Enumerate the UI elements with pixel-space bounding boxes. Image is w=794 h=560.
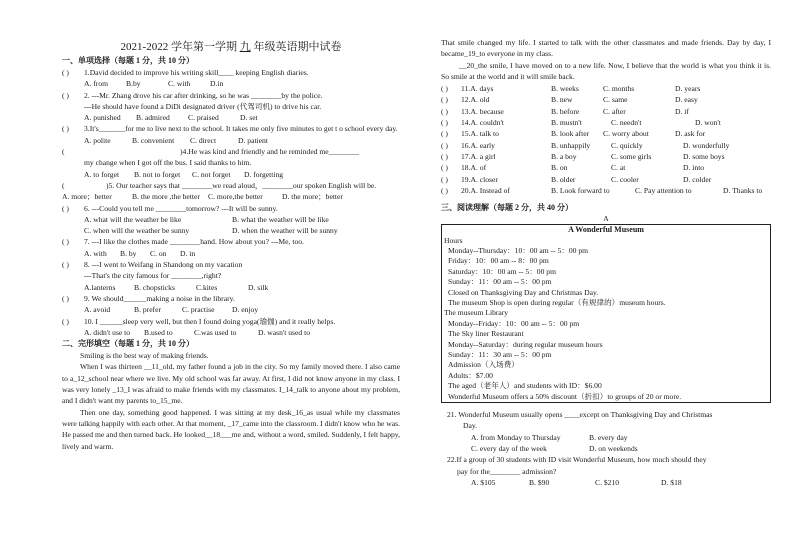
question-4: ( ) 4.He was kind and friendly and he reminded me________ <box>62 147 360 157</box>
cloze-option-13: ( ) 13.A. because B. before C. after D. if <box>441 106 689 116</box>
options-q8: A.lanterns B. chopsticks C.kites D. silk <box>84 282 269 292</box>
answer-blank[interactable]: ( ) <box>441 140 448 150</box>
options-q10: A. didn't use to B.used to C.was used to D. wasn't used to <box>84 327 310 337</box>
question-9: ( ) 9. We should______making a noise in the library. <box>62 293 235 303</box>
museum-title: A Wonderful Museum <box>568 225 644 235</box>
cloze-paragraph-2: When I was thirteen __11_old, my father found a job in the city. So my family moved there. I also came to a_12_school near where we live. My old school was far away. At first, I did not know anyone in my class. I was very lonely _13_I was afraid to make friends with my classmates. I_14_talk to anyone about my problem, and I didn't want my parents to_15_me. <box>62 362 400 406</box>
cloze-option-18: ( ) 18.A. of B. on C. at D. into <box>441 163 705 173</box>
answer-blank[interactable]: ( ) <box>441 151 448 161</box>
answer-blank[interactable]: ( ) <box>441 106 448 116</box>
answer-blank[interactable]: ( ) <box>441 129 448 139</box>
answer-blank[interactable]: ( <box>62 147 65 157</box>
answer-blank[interactable]: ( ) <box>62 68 69 77</box>
cloze-option-20: ( ) 20.A. Instead of B. Look forward to C. Pay attention to D. Thanks to <box>441 185 763 195</box>
grade-number: 九 <box>239 41 251 53</box>
right-column: That smile changed my life. I started to talk with the other classmates and made friends. Day by day, I became_19_to everyone in my class. __20_the smile, I have moved on to a new life. Now, I believe that the world is what you think it is. So smile at the world and it will smile back. ( ) 11.A. days B. weeks C. months D. years ( ) 12.A. old B. new C. same D. easy ( ) 13.A. because B. before C. after D. if ( ) 14.A. couldn't B. mustn't C. needn't D. won't ( ) 15.A. talk to B. look after C. worry about D. ask for ( ) 16.A. early B. unhappily C. quickly D. wonderfully ( ) 17.A. a girl B. a boy C. some girls D. some boys ( ) 18.A. of B. on C. at D. into ( ) 19.A. closer B. older C. cooler D. colder ( ) 20.A. Instead of B. Look forward to C. Pay attention to D. Thanks to 三、阅读理解（每题 2 分，共 40 分） A A Wonderful Museum Hours Monday--Thursday：10：00 am -- 5：00 pm Friday：10：00 am -- 8：00 pm Saturday：10：00 am -- 5：00 pm Sunday：11：00 am -- 5：00 pm Closed on Thanksgiving Day and Christmas Day. The museum Shop is open during regular（有规律的）museum hours. The museum Library Monday--Friday：10：00 am -- 5：00 pm The Sky liner Restaurant Monday--Saturday：during regular museum hours Sunday：11：30 am -- 5：00 pm Admission（入场费） Adults：$7.00 The aged（老年人）and students with ID：$6.00 Wonderful Museum offers a 50% discount（折扣）to groups of 20 or more. 21. Wonderful Museum usually opens ____except on Thanksgiving Day and Christmas Day. A. from Monday to Thursday B. every day C. every day of the week D. on weekends 22.If a group of 30 students with ID visit Wonderful Museum, how much should they pay for the________ admission? A. $105 B. $90 C. $210 D. $18 <box>441 38 771 487</box>
passage-letter: A <box>603 214 609 224</box>
options-q2: A. punished B. admired C. praised D. set <box>84 113 258 123</box>
question-10: ( ) 10. I ______sleep very well, but then I found doing yoga(瑜伽) and it really helps. <box>62 316 336 326</box>
answer-blank[interactable]: ( ) <box>62 124 69 134</box>
section-2-heading: 二、完形填空（每题 1 分，共 10 分） <box>62 339 194 349</box>
question-5: ( ) 5. Our teacher says that ________we read aloud，________our spoken English will be. <box>62 180 377 190</box>
answer-blank[interactable]: ( ) <box>441 84 448 94</box>
question-2: ( ) 2. ---Mr. Zhang drove his car after drinking, so he was ________by the police. <box>62 90 323 100</box>
cloze-option-15: ( ) 15.A. talk to B. look after C. worry about D. ask for <box>441 129 706 139</box>
page-title: 2021-2022 学年第一学期 九 年级英语期中试卷 <box>120 41 342 53</box>
answer-blank[interactable]: ( <box>62 180 65 190</box>
question-22: 22.If a group of 30 students with ID visit Wonderful Museum, how much should they <box>447 455 707 465</box>
question-6: ( ) 6. ---Could you tell me ________tomorrow? ---It will be sunny. <box>62 203 278 213</box>
question-8: ( ) 8. ---I went to Weifang in Shandong on my vacation <box>62 260 243 270</box>
cloze-option-16: ( ) 16.A. early B. unhappily C. quickly D. wonderfully <box>441 140 730 150</box>
options-q4: A. to forget B. not to forget C. not forget D. forgetting <box>84 169 284 179</box>
question-21: 21. Wonderful Museum usually opens ____except on Thanksgiving Day and Christmas <box>447 410 713 420</box>
options-q1: A. from B.by C. with D.in <box>84 79 224 89</box>
question-7: ( ) 7. ---I like the clothes made ________hand. How about you? ---Me, too. <box>62 237 304 247</box>
museum-notice-box: A Wonderful Museum Hours Monday--Thursday：10：00 am -- 5：00 pm Friday：10：00 am -- 8：00 pm Saturday：10：00 am -- 5：00 pm Sunday：11：00 am -- 5：00 pm Closed on Thanksgiving Day and Christmas Day. The museum Shop is open during regular（有规律的）museum hours. The museum Library Monday--Friday：10：00 am -- 5：00 pm The Sky liner Restaurant Monday--Saturday：during regular museum hours Sunday：11：30 am -- 5：00 pm Admission（入场费） Adults：$7.00 The aged（老年人）and students with ID：$6.00 Wonderful Museum offers a 50% discount（折扣）to groups of 20 or more. <box>441 224 771 403</box>
question-1: ( ) 1.David decided to improve his writing skill____ keeping English diaries. <box>62 68 309 77</box>
section-1-heading: 一、单项选择（每题 1 分，共 10 分） <box>62 56 194 65</box>
options-q21-ab: A. from Monday to Thursday B. every day <box>471 432 628 442</box>
cloze-option-14: ( ) 14.A. couldn't B. mustn't C. needn't D. won't <box>441 118 721 128</box>
options-q21-cd: C. every day of the week D. on weekends <box>471 443 638 453</box>
question-3: ( ) 3.It's_______for me to live next to the school. It takes me only five minutes to get t o school every day. <box>62 124 398 134</box>
answer-blank[interactable]: ( ) <box>441 163 448 173</box>
section-3-heading: 三、阅读理解（每题 2 分，共 40 分） <box>441 203 573 213</box>
options-q6-ab: A. what will the weather be like B. what the weather will be like <box>84 214 329 224</box>
cloze-option-19: ( ) 19.A. closer B. older C. cooler D. colder <box>441 174 712 184</box>
cloze-paragraph-5: __20_the smile, I have moved on to a new life. Now, I believe that the world is what you think it is. So smile at the world and it will smile back. <box>441 60 771 81</box>
answer-blank[interactable]: ( ) <box>441 95 448 105</box>
answer-blank[interactable]: ( ) <box>441 185 448 195</box>
answer-blank[interactable]: ( ) <box>441 118 448 128</box>
options-q9: A. avoid B. prefer C. practise D. enjoy <box>84 305 259 315</box>
cloze-paragraph-4: That smile changed my life. I started to talk with the other classmates and made friends. Day by day, I became_19_to everyone in my class. <box>441 38 771 59</box>
options-q7: A. with B. by C. on D. in <box>84 248 196 258</box>
answer-blank[interactable]: ( ) <box>62 316 69 326</box>
cloze-option-11: ( ) 11.A. days B. weeks C. months D. years <box>441 84 701 94</box>
options-q5: A. more；better B. the more ,the better C. more,the better D. the more；better <box>62 192 343 202</box>
answer-blank[interactable]: ( ) <box>62 260 69 270</box>
cloze-paragraph-1: Smiling is the best way of making friends. <box>80 351 209 361</box>
options-q22: A. $105 B. $90 C. $210 D. $18 <box>471 477 682 487</box>
cloze-option-17: ( ) 17.A. a girl B. a boy C. some girls D. some boys <box>441 151 725 161</box>
answer-blank[interactable]: ( ) <box>62 293 69 303</box>
answer-blank[interactable]: ( ) <box>441 174 448 184</box>
answer-blank[interactable]: ( ) <box>62 203 69 213</box>
answer-blank[interactable]: ( ) <box>62 90 69 100</box>
cloze-option-12: ( ) 12.A. old B. new C. same D. easy <box>441 95 698 105</box>
answer-blank[interactable]: ( ) <box>62 237 69 247</box>
left-column: 2021-2022 学年第一学期 九 年级英语期中试卷 一、单项选择（每题 1 分，共 10 分） ( ) 1.David decided to improve his writing skill____ keeping English diaries. A. from B.by C. with D.in ( ) 2. ---Mr. Zhang drove his car after drinking, so he was ________by the police. ---He should have found a DiDi designated driver (代驾司机) to drive his car. A. punished B. admired C. praised D. set ( ) 3.It's_______for me to live next to the school. It takes me only five minutes to get t o school every day. A. polite B. convenient C. direct D. patient ( ) 4.He was kind and friendly and he reminded me________ my change when I got off the bus. I said thanks to him. A. to forget B. not to forget C. not forget D. forgetting ( ) 5. Our teacher says that ________we read aloud，________our spoken English will be. A. more；better B. the more ,the better C. more,the better D. the more；better ( ) 6. ---Could you tell me ________tomorrow? ---It will be sunny. A. what will the weather be like B. what the weather will be like C. when will the weather be sunny D. when the weather will be sunny ( ) 7. ---I like the clothes made ________hand. How about you? ---Me, too. A. with B. by C. on D. in ( ) 8. ---I went to Weifang in Shandong on my vacation ---That's the city famous for ________,right? A.lanterns B. chopsticks C.kites D. silk ( ) 9. We should______making a noise in the library. A. avoid B. prefer C. practise D. enjoy ( ) 10. I ______sleep very well, but then I found doing yoga(瑜伽) and it really helps. A. didn't use to B.used to C.was used to D. wasn't used to 二、完形填空（每题 1 分，共 10 分） Smiling is the best way of making friends. When I was thirteen __11_old, my father found a job in the city. So my family moved there. I also came to a_12_school near where we live. My old school was far away. At first, I did not know anyone in my class. I was very lonely _13_I was afraid to make friends with my classmates. I_14_talk to anyone about my problem, and I didn't want my parents to_15_me. Then one day, something good happened. I was sitting at my desk_16_as usual while my classmates were talking happily with each other. At that moment, _17_came into the classroom. I didn't know who he was. He passed me and then turned back. He looked__18___me and, without a word, smiled. Suddenly, I felt happy, lively and warm. <box>62 41 400 451</box>
options-q6-cd: C. when will the weather be sunny D. when the weather will be sunny <box>84 226 338 236</box>
cloze-paragraph-3: Then one day, something good happened. I was sitting at my desk_16_as usual while my classmates were talking happily with each other. At that moment, _17_came into the classroom. I didn't know who he was. He passed me and then turned back. He looked__18___me and, without a word, smiled. Suddenly, I felt happy, lively and warm. <box>62 407 400 451</box>
options-q3: A. polite B. convenient C. direct D. patient <box>84 135 268 145</box>
